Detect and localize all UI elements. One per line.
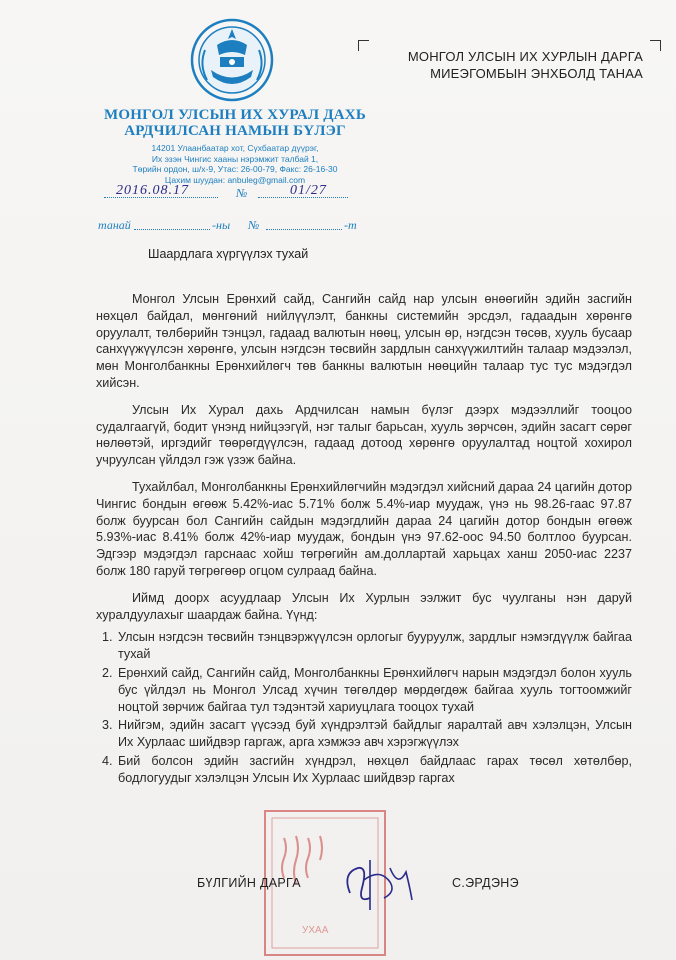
letter-date: 2016.08.17: [116, 183, 189, 198]
tanai-label: танай: [98, 218, 131, 232]
handwritten-signature: [340, 848, 420, 918]
tanai-number-label: №: [248, 218, 260, 232]
signatory-title: БҮЛГИЙН ДАРГА: [197, 876, 301, 890]
organization-title: [100, 107, 370, 139]
list-item: 3. Нийгэм, эдийн засагт үүсээд буй хүндрэлтэй байдлыг яаралтай авч хэлэлцэн, Улсын Их Хурлаас шийдвэр гаргаж, арга хэмжээ авч хэрэгжүүлэх: [116, 717, 632, 751]
org-title-line1: МОНГОЛ УЛСЫН ИХ ХУРАЛ ДАХЬ: [104, 107, 366, 123]
svg-text:УХАА: УХАА: [302, 925, 329, 936]
email-line: Цахим шуудан: anbuleg@gmail.com: [164, 174, 306, 185]
letter-number: 01/27: [290, 183, 327, 198]
letter-subject: Шаардлага хүргүүлэх тухай: [148, 247, 309, 261]
organization-contact: [100, 143, 370, 185]
signatory-name: С.ЭРДЭНЭ: [452, 876, 519, 890]
paragraph: Улсын Их Хурал дахь Ардчилсан намын бүлэг дээрх мэдээллийг тооцоо судалгаагүй, бодит үнэнд нийцээгүй, нэг талыг барьсан, хууль зөрчсөн, эдийн засагт сөрөг нөлөөтэй, иргэдийг төөрөгдүүлсэн, гадаад дотоод хөрөнгө оруулалтад ноцтой хохирол учруулсан үйлдэл гэж үзэж байна.: [96, 402, 632, 468]
list-item: 4. Бий болсон эдийн засгийн хүндрэл, нөхцөл байдлаас гарах төсөл хөтөлбөр, бодлогуудыг хэлэлцэн Улсын Их Хурлаас шийдвэр гаргах: [116, 753, 632, 787]
letter-body: [96, 291, 632, 789]
org-title-line2: АРДЧИЛСАН НАМЫН БҮЛЭГ: [124, 123, 346, 139]
address-line: 14201 Улаанбаатар хот, Сүхбаатар дүүрэг,: [151, 143, 319, 153]
demands-list: [96, 629, 632, 786]
tanai-number-line: [266, 229, 342, 230]
recipient-block: [365, 48, 665, 82]
t-label: -т: [344, 218, 357, 232]
address-line: Их эзэн Чингис хааны нэрэмжит талбай 1,: [151, 153, 319, 164]
address-line: Төрийн ордон, ш/х-9, Утас: 26-00-79, Факс: 26-16-30: [132, 164, 338, 174]
state-emblem-icon: [187, 15, 277, 105]
paragraph: Иймд доорх асуудлаар Улсын Их Хурлын ээлжит бус чуулганы нэн даруй хуралдуулахыг шаардаж байна. Үүнд:: [96, 590, 632, 622]
list-item: 1. Улсын нэгдсэн төсвийн тэнцвэржүүлсэн орлогыг бууруулж, зардлыг нэмэгдүүлж байгаа тухай: [116, 629, 632, 663]
tanai-date-line: [134, 229, 210, 230]
paragraph: Тухайлбал, Монголбанкны Ерөнхийлөгчийн мэдэгдэл хийсний дараа 24 цагийн дотор Чингис бондын өгөөж 5.42%-иас 5.71% болж 5.4%-иар муудаж, үнэ нь 98.26-гаас 97.87 болж буурсан бол Сангийн сайдын мэдэгдлийн дараа 24 цагийн дотор бондын өгөөж 5.93%-иас 8.41% болж 42%-иар муудаж, бондын үнэ 97.62-оос 94.50 болтлоо буурсан. Эдгээр мэдэгдэл гарснаас хойш төгрөгийн ам.доллартай харьцах ханш 2050-иас 2237 болж 180 гаруй төгрөгөөр огцом сулраад байна.: [96, 479, 632, 578]
list-item: 2. Ерөнхий сайд, Сангийн сайд, Монголбанкны Ерөнхийлөгч нарын мэдэгдэл болон хууль бус үйлдэл нь Монгол Улсад хүчин төгөлдөр мөрдөгдөж байгаа хууль тогтоомжийг ноцтой зөрчиж байгаа тул тэдэнтэй хариуцлага тооцох тухай: [116, 665, 632, 715]
recipient-line1: МОНГОЛ УЛСЫН ИХ ХУРЛЫН ДАРГА: [407, 49, 643, 64]
paragraph: Монгол Улсын Ерөнхий сайд, Сангийн сайд нар улсын өнөөгийн эдийн засгийн нөхцөл байдал, мөнгөний нийлүүлэлт, банкны системийн эрсдэл, гадаадын хөрөнгө оруулалт, төлбөрийн тэнцэл, гадаад валютын нөөц, улсын өр, нэгдсэн төсөв, хууль бусаар санхүүжүүлсэн хөрөнгө, улсын нэгдсэн төсвийн зардлын санхүүжилтийн талаар мэдээлэл, мөн Монголбанкны Ерөнхийлөгч төв банкны валютын нөөцийн талаар тус тус мэдэгдэл хийсэн.: [96, 292, 632, 390]
recipient-line2: МИЕЭГОМБЫН ЭНХБОЛД ТАНАА: [430, 66, 643, 81]
number-label: №: [236, 186, 248, 200]
ny-label: -ны: [212, 218, 231, 232]
